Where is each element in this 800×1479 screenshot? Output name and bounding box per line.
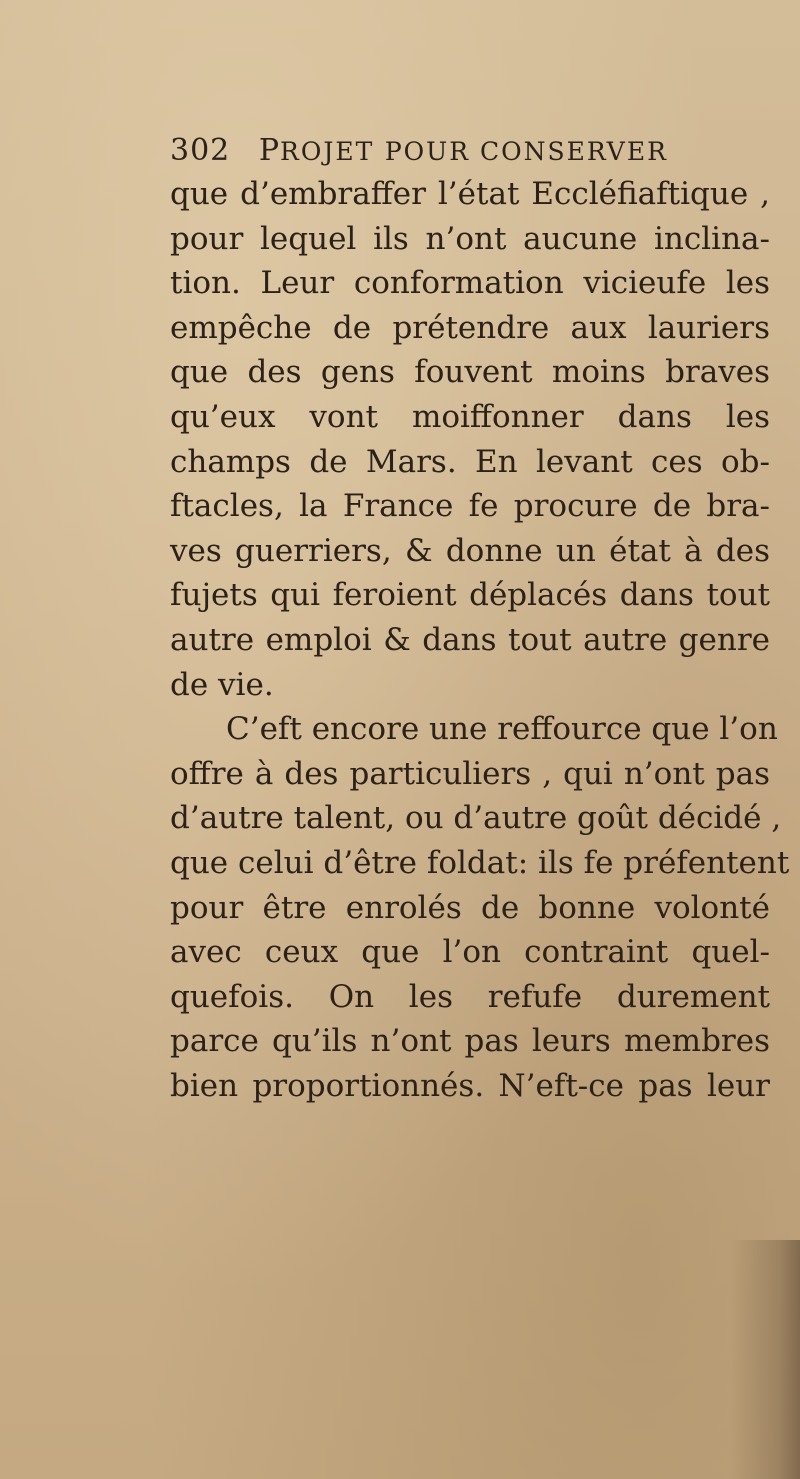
text-line: tion. Leur conformation vicieufe les: [170, 265, 770, 302]
text-line: de vie.: [170, 666, 274, 703]
text-line: empêche de prétendre aux lauriers: [170, 309, 770, 346]
text-line: champs de Mars. En levant ces ob-: [170, 443, 770, 480]
body-text: [170, 172, 790, 1108]
page-number: 302: [170, 133, 231, 168]
paragraph-start-line: C’eft encore une reffource que l’on: [226, 711, 778, 748]
header-title-word: ROJET: [280, 137, 375, 166]
text-line: qu’eux vont moiffonner dans les: [170, 398, 770, 435]
text-line: offre à des particuliers , qui n’ont pas: [170, 755, 770, 792]
text-line: fujets qui feroient déplacés dans tout: [170, 577, 770, 614]
text-line: ves guerriers, & donne un état à des: [170, 532, 770, 569]
text-line: que celui d’être foldat: ils fe préfentent: [170, 844, 790, 881]
text-line: que des gens fouvent moins braves: [170, 354, 770, 391]
running-header: [170, 133, 668, 168]
header-title-initial: P: [258, 133, 280, 168]
text-line: pour lequel ils n’ont aucune inclina-: [170, 220, 770, 257]
text-line: d’autre talent, ou d’autre goût décidé ,: [170, 800, 782, 837]
text-line: bien proportionnés. N’eft-ce pas leur: [170, 1067, 770, 1104]
text-line: que d’embraffer l’état Eccléfiaftique ,: [170, 176, 770, 212]
text-line: parce qu’ils n’ont pas leurs membres: [170, 1023, 770, 1060]
page-shadow: [730, 1240, 800, 1479]
text-line: avec ceux que l’on contraint quel-: [170, 934, 770, 971]
text-line: pour être enrolés de bonne volonté: [170, 889, 770, 926]
text-line: autre emploi & dans tout autre genre: [170, 621, 770, 658]
header-title-rest: POUR CONSERVER: [384, 137, 668, 166]
text-line: ftacles, la France fe procure de bra-: [170, 488, 770, 525]
text-line: quefois. On les refufe durement: [170, 978, 770, 1015]
